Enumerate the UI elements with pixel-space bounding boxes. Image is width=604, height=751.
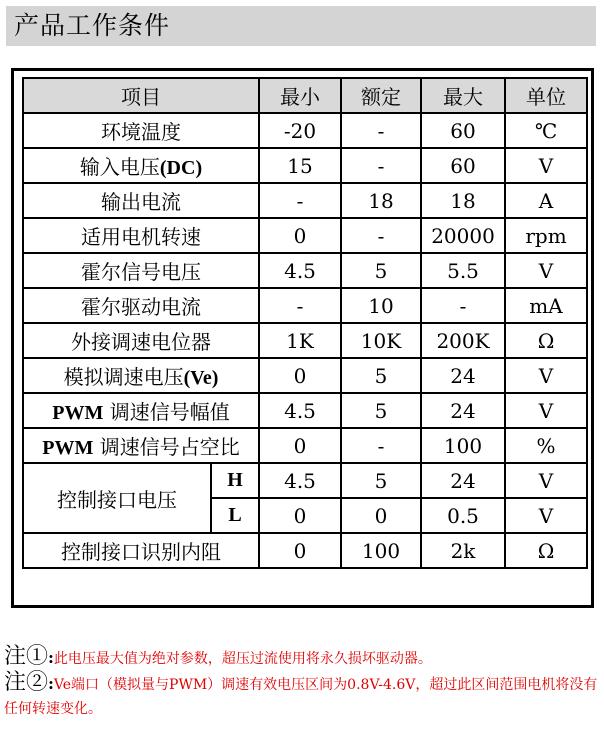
header-unit: 单位 <box>505 78 587 113</box>
note-1-text: 此电压最大值为绝对参数，超压过流使用将永久损坏驱动器。 <box>53 651 432 667</box>
value-max: 0.5 <box>421 498 505 533</box>
value-min: 15 <box>259 148 341 183</box>
value-max: 5.5 <box>421 253 505 288</box>
param-name: 环境温度 <box>23 113 259 148</box>
param-name-bold: PWM <box>52 402 104 424</box>
value-max: 24 <box>421 463 505 498</box>
value-rated: 5 <box>341 393 421 428</box>
param-name-bold: (Ve) <box>183 367 219 389</box>
value-rated: 5 <box>341 253 421 288</box>
header-rated: 额定 <box>341 78 421 113</box>
table-row <box>23 428 587 463</box>
spec-table-frame <box>11 68 594 608</box>
table-row <box>23 218 587 253</box>
param-name <box>23 148 259 183</box>
param-name: 霍尔信号电压 <box>23 253 259 288</box>
value-rated: 100 <box>341 533 421 568</box>
table-header-row <box>23 78 587 113</box>
value-min: 4.5 <box>259 393 341 428</box>
value-max: 60 <box>421 113 505 148</box>
value-unit: mA <box>505 288 587 323</box>
param-name <box>23 428 259 463</box>
value-unit: % <box>505 428 587 463</box>
value-unit: V <box>505 498 587 533</box>
note-1-colon: : <box>48 648 54 667</box>
value-max: 18 <box>421 183 505 218</box>
table-row <box>23 463 587 498</box>
value-unit: V <box>505 253 587 288</box>
table-row <box>23 358 587 393</box>
table-row <box>23 113 587 148</box>
table-row <box>23 323 587 358</box>
value-rated: - <box>341 218 421 253</box>
value-max: 200K <box>421 323 505 358</box>
value-unit: A <box>505 183 587 218</box>
table-row <box>23 533 587 568</box>
spec-table <box>22 77 588 569</box>
value-rated: - <box>341 428 421 463</box>
param-name-bold: PWM <box>42 437 94 459</box>
value-min: 4.5 <box>259 463 341 498</box>
value-max: 24 <box>421 358 505 393</box>
note-1-mark: 注① <box>4 644 49 669</box>
value-max: 100 <box>421 428 505 463</box>
param-name: 外接调速电位器 <box>23 323 259 358</box>
param-name: 适用电机转速 <box>23 218 259 253</box>
value-unit: V <box>505 463 587 498</box>
table-row <box>23 393 587 428</box>
value-min: -20 <box>259 113 341 148</box>
param-name-text: 调速信号占空比 <box>93 435 240 459</box>
value-rated: 5 <box>341 358 421 393</box>
value-rated: 0 <box>341 498 421 533</box>
note-2-text: Ve端口（模拟量与PWM）调速有效电压区间为0.8V-4.6V，超过此区间范围电机将没有任何转速变化。 <box>4 677 598 717</box>
value-rated: - <box>341 113 421 148</box>
notes-section <box>4 645 600 721</box>
table-row <box>23 253 587 288</box>
value-rated: 10K <box>341 323 421 358</box>
value-unit: Ω <box>505 323 587 358</box>
value-unit: V <box>505 393 587 428</box>
param-name: 控制接口电压 <box>23 463 211 533</box>
value-min: 0 <box>259 358 341 393</box>
value-max: 24 <box>421 393 505 428</box>
param-name <box>23 358 259 393</box>
section-title: 产品工作条件 <box>6 6 596 46</box>
param-name: 霍尔驱动电流 <box>23 288 259 323</box>
table-row <box>23 288 587 323</box>
value-min: 4.5 <box>259 253 341 288</box>
header-min: 最小 <box>259 78 341 113</box>
header-item: 项目 <box>23 78 259 113</box>
level-label-low: L <box>211 498 259 533</box>
param-name-bold: (DC) <box>159 157 203 179</box>
value-unit: ℃ <box>505 113 587 148</box>
value-min: 0 <box>259 428 341 463</box>
level-label-high: H <box>211 463 259 498</box>
value-max: - <box>421 288 505 323</box>
value-rated: 10 <box>341 288 421 323</box>
note-2 <box>4 671 600 721</box>
value-min: 0 <box>259 498 341 533</box>
header-max: 最大 <box>421 78 505 113</box>
value-max: 60 <box>421 148 505 183</box>
value-rated: 5 <box>341 463 421 498</box>
value-rated: 18 <box>341 183 421 218</box>
value-min: 0 <box>259 218 341 253</box>
param-name-text: 输入电压 <box>79 155 160 179</box>
table-row <box>23 148 587 183</box>
value-min: - <box>259 288 341 323</box>
note-1 <box>4 645 600 671</box>
value-rated: - <box>341 148 421 183</box>
value-unit: V <box>505 148 587 183</box>
param-name: 控制接口识别内阻 <box>23 533 259 568</box>
note-2-mark: 注② <box>4 670 49 695</box>
value-min: 1K <box>259 323 341 358</box>
value-unit: V <box>505 358 587 393</box>
value-min: 0 <box>259 533 341 568</box>
value-max: 20000 <box>421 218 505 253</box>
param-name-text: 调速信号幅值 <box>103 400 230 424</box>
param-name: 输出电流 <box>23 183 259 218</box>
param-name-text: 模拟调速电压 <box>63 365 184 389</box>
value-max: 2k <box>421 533 505 568</box>
param-name <box>23 393 259 428</box>
table-row <box>23 183 587 218</box>
value-unit: rpm <box>505 218 587 253</box>
value-min: - <box>259 183 341 218</box>
note-2-colon: : <box>48 674 54 693</box>
value-unit: Ω <box>505 533 587 568</box>
